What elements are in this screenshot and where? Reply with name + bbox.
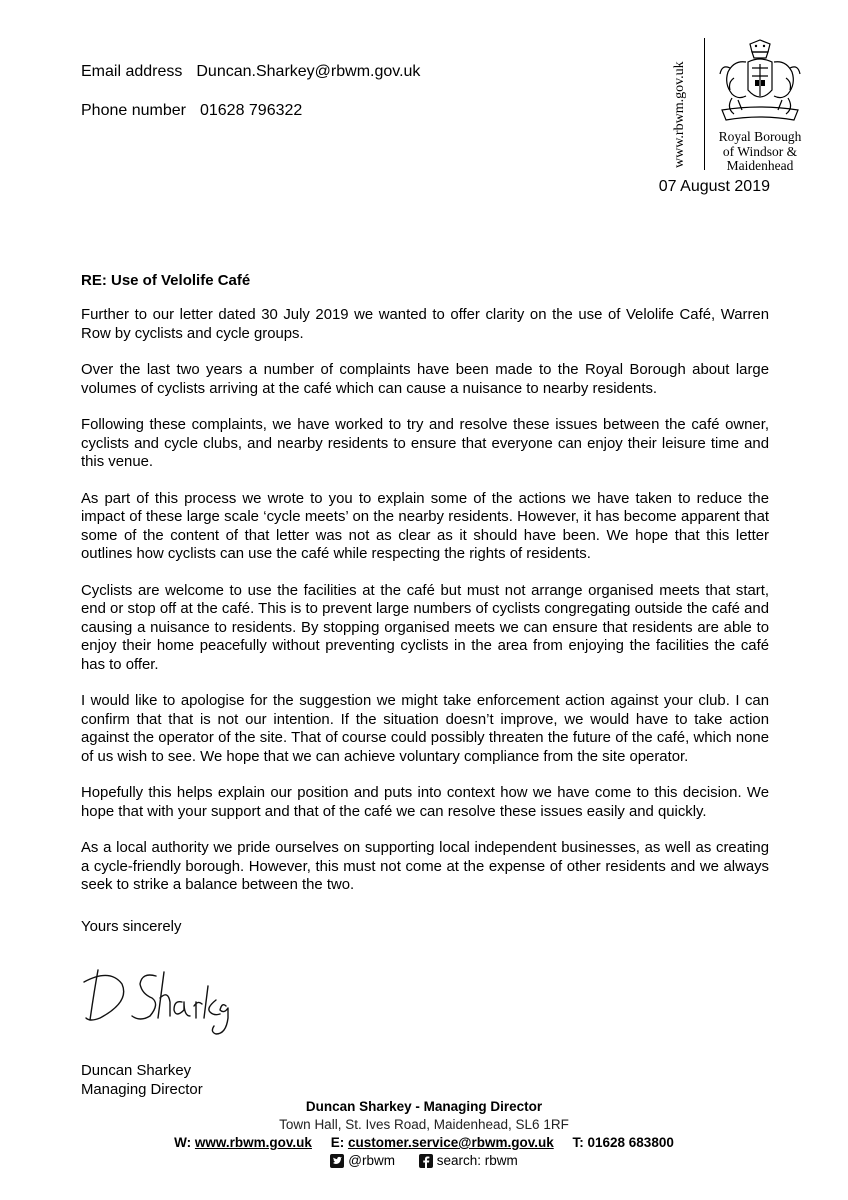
email-value[interactable]: Duncan.Sharkey@rbwm.gov.uk: [196, 63, 421, 80]
paragraph: Following these complaints, we have worked to try and resolve these issues between the café owner, cyclists and cycle clubs, and nearby residents to ensure that everyone can enjoy their leisure time and this venue.: [81, 417, 769, 470]
facebook-icon: [419, 1154, 433, 1168]
signatory-title: Managing Director: [81, 1082, 203, 1098]
email-label: Email address: [81, 63, 183, 80]
logo-website: www.rbwm.gov.uk: [672, 61, 687, 168]
council-logo: [672, 38, 810, 178]
closing: Yours sincerely: [81, 919, 182, 935]
logo-text: Royal Borough of Windsor & Maidenhead: [718, 129, 802, 173]
letter-footer: [0, 1098, 848, 1173]
email-label-footer: E:: [330, 1135, 345, 1150]
phone-row: [81, 101, 302, 121]
paragraph: As part of this process we wrote to you to explain some of the actions we have taken to reduce the impact of these large scale ‘cycle meets’ on the nearby residents. However, it has become apparent that some of the content of that letter was not as clear as it should have been. We hope that this letter outlines how cyclists can use the café while respecting the rights of residents.: [81, 490, 769, 562]
web-label: W:: [174, 1135, 192, 1150]
letter-body: [81, 306, 769, 913]
twitter-icon: [330, 1154, 344, 1168]
paragraph: Hopefully this helps explain our position and puts into context how we have come to this decision. We hope that with your support and that of the café we can resolve these issues easily and quickly.: [81, 785, 769, 820]
phone-label: Phone number: [81, 102, 186, 119]
paragraph: Over the last two years a number of complaints have been made to the Royal Borough about large volumes of cyclists arriving at the café which can cause a nuisance to nearby residents.: [81, 362, 769, 397]
twitter-link[interactable]: [330, 1152, 395, 1170]
paragraph: Further to our letter dated 30 July 2019 we wanted to offer clarity on the use of Velolife Café, Warren Row by cyclists and cycle groups.: [81, 307, 769, 342]
letter-subject: RE: Use of Velolife Café: [81, 272, 251, 289]
website-link[interactable]: www.rbwm.gov.uk: [194, 1135, 312, 1150]
footer-social: [0, 1152, 848, 1173]
tel-value: 01628 683800: [587, 1135, 674, 1150]
phone-value: 01628 796322: [199, 102, 303, 119]
tel-label: T:: [572, 1135, 584, 1150]
email-link[interactable]: customer.service@rbwm.gov.uk: [347, 1135, 554, 1150]
email-row: [81, 62, 420, 82]
signatory: [81, 1062, 203, 1100]
paragraph: Cyclists are welcome to use the facilities at the café but must not arrange organised meets that start, end or stop off at the café. This is to prevent large numbers of cyclists congregating outside the café and causing a nuisance to residents. By stopping organised meets we can ensure that residents are able to enjoy their home peacefully without preventing cyclists in the area from enjoying the facilities the café has to offer.: [81, 582, 769, 673]
signature: [80, 962, 240, 1037]
letter-date: 07 August 2019: [658, 178, 770, 195]
paragraph: I would like to apologise for the suggestion we might take enforcement action against your club. I can confirm that that is not our intention. If the situation doesn’t improve, we would have to take action against the operator of the site. That of course could possibly threaten the future of the café, which none of us wish to see. We hope that we can achieve voluntary compliance from the site operator.: [81, 693, 769, 765]
footer-address: Town Hall, St. Ives Road, Maidenhead, SL6 1RF: [279, 1117, 569, 1132]
signatory-name: Duncan Sharkey: [81, 1063, 192, 1079]
twitter-handle: @rbwm: [348, 1153, 395, 1168]
footer-name-title: Duncan Sharkey - Managing Director: [305, 1099, 543, 1114]
logo-divider: [704, 38, 705, 170]
paragraph: As a local authority we pride ourselves on supporting local independent businesses, as well as creating a cycle-friendly borough. However, this must not come at the expense of other residents and we always seek to strike a balance between the two.: [81, 840, 769, 893]
facebook-link[interactable]: [419, 1152, 518, 1170]
footer-contacts: [0, 1134, 848, 1152]
crest-icon: [712, 38, 808, 130]
facebook-search: search: rbwm: [436, 1153, 518, 1168]
